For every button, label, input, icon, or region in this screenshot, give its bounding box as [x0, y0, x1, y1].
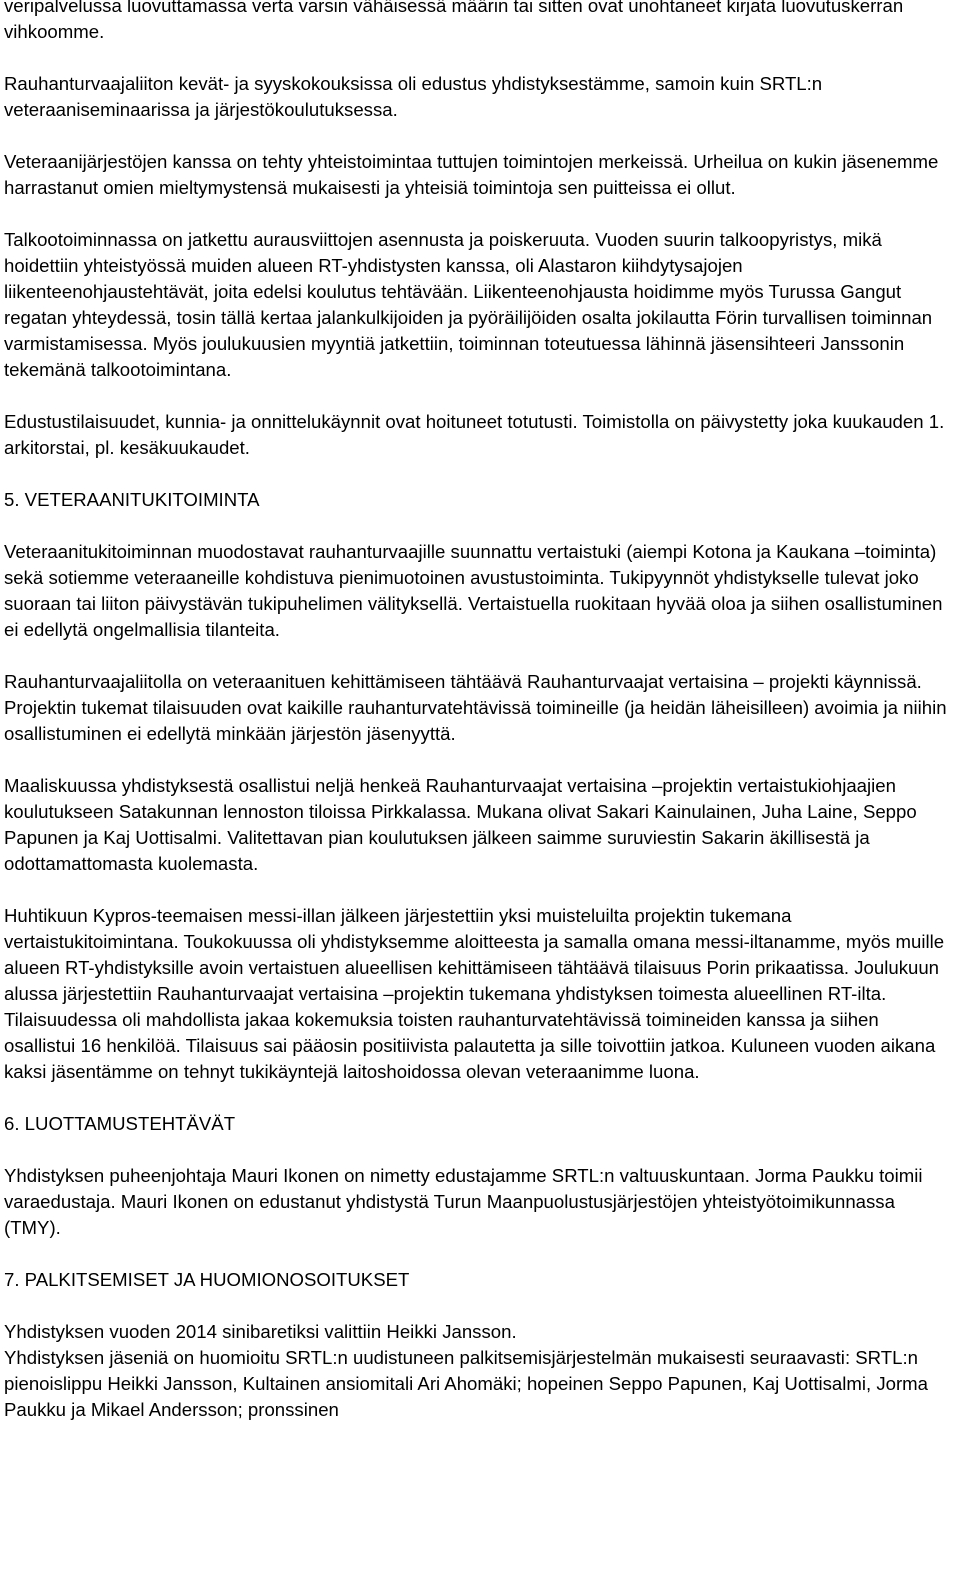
paragraph-blood-donation: veripalvelussa luovuttamassa verta varsin vähäisessä määrin tai sitten ovat unohtaneet kirjata luovutuskerran vihkoomme.: [4, 0, 904, 42]
section-heading-awards: 7. PALKITSEMISET JA HUOMIONOSOITUKSET: [4, 1269, 410, 1290]
line-awards: Yhdistyksen jäseniä on huomioitu SRTL:n uudistuneen palkitsemisjärjestelmän mukaisesti seuraavasti: SRTL:n pienoislippu Heikki Jansson, Kultainen ansiomitali Ari Ahomäki; hopeinen Seppo Papunen, Kaj Uottisalmi, Jorma Paukku ja Mikael Andersson; pronssinen: [4, 1347, 929, 1420]
line-blue-beret: Yhdistyksen vuoden 2014 sinibaretiksi valittiin Heikki Jansson.: [4, 1321, 517, 1342]
paragraph-volunteer-work: Talkootoiminnassa on jatkettu aurausviittojen asennusta ja poiskeruuta. Vuoden suurin talkoopyristys, mikä hoidettiin yhteistyössä muiden alueen RT-yhdistysten kanssa, oli Alastaron kiihdytysajojen liikenteenohjaustehtävät, joita edelsi koulutus tehtävään. Liikenteenohjausta hoidimme myös Turussa Gangut regatan yhteydessä, tosin tällä kertaa jalankulkijoiden ja pyöräilijöiden osalta jokilautta Förin turvallisen toiminnan varmistamisessa. Myös joulukuusien myyntiä jatkettiin, toiminnan toteutuessa lähinnä jäsensihteeri Janssonin tekemänä talkootoimintana.: [4, 229, 933, 380]
paragraph-training: Maaliskuussa yhdistyksestä osallistui neljä henkeä Rauhanturvaajat vertaisina –projektin vertaistukiohjaajien koulutukseen Satakunnan lennoston tiloissa Pirkkalassa. Mukana olivat Sakari Kainulainen, Juha Laine, Seppo Papunen ja Kaj Uottisalmi. Valitettavan pian koulutuksen jälkeen saimme suruviestin Sakarin äkillisestä ja odottamattomasta kuolemasta.: [4, 775, 917, 874]
document-page: [4, 0, 950, 1423]
paragraph-events: Huhtikuun Kypros-teemaisen messi-illan jälkeen järjestettiin yksi muisteluilta projektin tukemana vertaistukitoimintana. Toukokuussa oli yhdistyksemme aloitteesta ja samalla omana messi-iltanamme, myös muille alueen RT-yhdistyksille avoin vertaistuen alueellisen kehittämiseen tähtäävä tilaisuus Porin prikaatissa. Joulukuun alussa järjestettiin Rauhanturvaajat vertaisina –projektin tukemana yhdistyksen toimesta alueellinen RT-ilta. Tilaisuudessa oli mahdollista jakaa kokemuksia toisten rauhanturvatehtävissä toimineiden kanssa ja siihen osallistui 16 henkilöä. Tilaisuus sai pääosin positiivista palautetta ja sille toivottiin jatkoa. Kuluneen vuoden aikana kaksi jäsentämme on tehnyt tukikäyntejä laitoshoidossa olevan veteraanimme luona.: [4, 905, 945, 1082]
section-heading-positions: 6. LUOTTAMUSTEHTÄVÄT: [4, 1113, 236, 1134]
paragraph-peer-support: Veteraanitukitoiminnan muodostavat rauhanturvaajille suunnattu vertaistuki (aiempi Kotona ja Kaukana –toiminta) sekä sotiemme veteraaneille kohdistuva pienimuotoinen avustustoiminta. Tukipyynnöt yhdistykselle tulevat joko suoraan tai liiton päivystävän tukipuhelimen välityksellä. Vertaistuella ruokitaan hyvää oloa ja siihen osallistuminen ei edellytä ongelmallisia tilanteita.: [4, 541, 943, 640]
paragraph-veteran-cooperation: Veteraanijärjestöjen kanssa on tehty yhteistoimintaa tuttujen toimintojen merkeissä. Urheilua on kukin jäsenemme harrastanut omien mieltymystensä mukaisesti ja yhteisiä toimintoja sen puitteissa ei ollut.: [4, 151, 939, 198]
paragraph-positions: Yhdistyksen puheenjohtaja Mauri Ikonen on nimetty edustajamme SRTL:n valtuuskuntaan. Jorma Paukku toimii varaedustaja. Mauri Ikonen on edustanut yhdistystä Turun Maanpuolustusjärjestöjen yhteistyötoimikunnassa (TMY).: [4, 1165, 923, 1238]
paragraph-representation: Edustustilaisuudet, kunnia- ja onnittelukäynnit ovat hoituneet totutusti. Toimistolla on päivystetty joka kuukauden 1. arkitorstai, pl. kesäkuukaudet.: [4, 411, 945, 458]
paragraph-project: Rauhanturvaajaliitolla on veteraanituen kehittämiseen tähtäävä Rauhanturvaajat vertaisina – projekti käynnissä. Projektin tukemat tilaisuuden ovat kaikille rauhanturvatehtävissä toimineille (ja heidän läheisilleen) avoimia ja niihin osallistuminen ei edellytä minkään järjestön jäsenyyttä.: [4, 671, 947, 744]
section-heading-veteran-support: 5. VETERAANITUKITOIMINTA: [4, 489, 260, 510]
paragraph-meetings: Rauhanturvaajaliiton kevät- ja syyskokouksissa oli edustus yhdistyksestämme, samoin kuin SRTL:n veteraaniseminaarissa ja järjestökoulutuksessa.: [4, 73, 823, 120]
